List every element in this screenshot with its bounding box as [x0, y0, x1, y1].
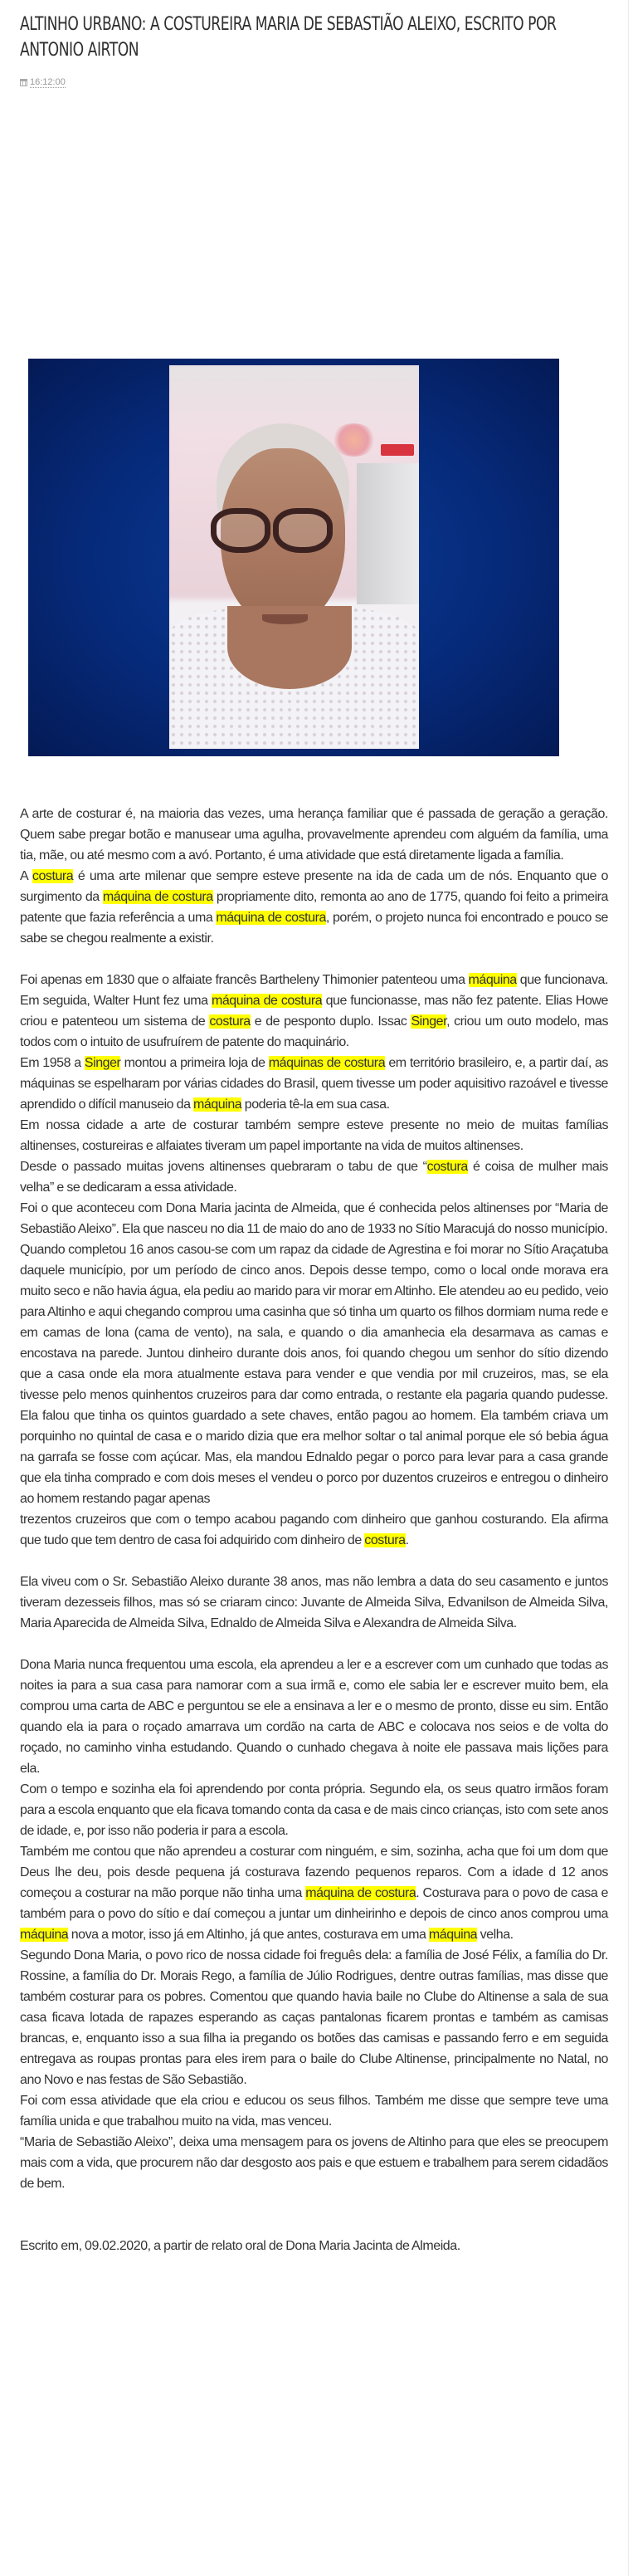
paragraph: A arte de costurar é, na maioria das vezes, uma herança familiar que é passada de geração a geração. Quem sabe pregar botão e manusear uma agulha, provavelmente aprendeu com alguém da família, uma tia, mãe, ou até mesmo com a avó. Portanto, é uma atividade que está diretamente ligada a família. A costura é uma arte milenar que sempre esteve presente na ida de cada um de nós. Enquanto que o surgimento da máquina de costura propriamente dito, remonta ao ano de 1775, quando foi feito a primeira patente que fazia referência a uma máquina de costura, porém, o projeto nunca foi encontrado e pouco se sabe se chegou realmente a existir.	[20, 807, 608, 946]
paragraph: Foi apenas em 1830 que o alfaiate francês Bartheleny Thimonier patenteou uma máquina que funcionava. Em seguida, Walter Hunt fez uma máquina de costura que funcionasse, mas não fez patente. Elias Howe criou e patenteou um sistema de costura e de pesponto duplo. Issac Singer, criou um outo modelo, mas todos com o intuito de usufruírem de patente do maquinário. Em 1958 a Singer montou a primeira loja de máquinas de costura em território brasileiro, e, a partir daí, as máquinas se espelharam por várias cidades do Brasil, quem tivesse um poder aquisitivo razoável e tivesse aprendido o difícil manuseio da máquina poderia tê-la em sua casa. Em nossa cidade a arte de costurar também sempre esteve presente no meio de muitas famílias altinenses, costureiras e alfaiates tiveram um papel importante na vida de muitos altinenses. Desde o passado muitas jovens altinenses quebraram o tabu de que “costura é coisa de mulher mais velha” e se dedicaram a essa atividade. Foi o que aconteceu com Dona Maria jacinta de Almeida, que é conhecida pelos altinenses por “Maria de Sebastião Aleixo”. Ela que nasceu no dia 11 de maio do ano de 1933 no Sítio Maracujá do nosso município. Quando completou 16 anos casou-se com um rapaz da cidade de Agrestina e foi morar no Sítio Araçatuba daquele município, por um período de cinco anos. Depois desse tempo, como o local onde morava era muito seco e não havia água, ela pediu ao marido para vir morar em Altinho. Ele atendeu ao eu pedido, veio para Altinho e aqui chegando comprou uma casinha que só tinha um quarto os filhos dormiam numa rede e em camas de lona (cama de vento), na sala, e quando o dia amanhecia ela desarmava as camas e encostava na parede. Juntou dinheiro durante dois anos, foi quando chegou um senhor do sítio dizendo que a casa onde ela mora atualmente estava para vender e que vendia por mil cruzeiros, mas, se ela tivesse pelo menos quinhentos cruzeiros para dar como entrada, o restante ela pagaria quando pudesse. Ela falou que tinha os quintos guardado a sete chaves, então pagou ao homem. Ela também criava um porquinho no quintal de casa e o marido dizia que era melhor soltar o tal animal porque ele só bebia água na garrafa se fosse com açúcar. Mas, ela mandou Ednaldo pegar o porco para levar para a casa grande que ela tinha comprado e com dois meses el vendeu o porco por duzentos cruzeiros e entregou o dinheiro ao homem restando pagar apenas trezentos cruzeiros que com o tempo acabou pagando com dinheiro que ganhou costurando. Ela afirma que tudo que tem dentro de casa foi adquirido com dinheiro de costura.	[20, 973, 609, 1547]
keyword-highlight: máquina de costura	[102, 890, 213, 904]
keyword-highlight: máquina de costura	[305, 1886, 416, 1900]
article-body	[20, 804, 608, 2256]
keyword-highlight: costura	[426, 1160, 468, 1174]
keyword-highlight: máquina	[193, 1097, 242, 1112]
calendar-icon	[20, 79, 27, 86]
post-header	[20, 0, 608, 87]
paragraph: Ela viveu com o Sr. Sebastião Aleixo durante 38 anos, mas não lembra a data do seu casamento e juntos tiveram dezesseis filhos, mas só se criaram cinco: Juvante de Almeida Silva, Edvanilson de Almeida Silva, Maria Aparecida de Almeida Silva, Ednaldo de Almeida Silva e Alexandra de Almeida Silva.	[20, 1575, 608, 1630]
keyword-highlight: máquina	[428, 1928, 478, 1942]
portrait-photo	[169, 365, 419, 749]
keyword-highlight: costura	[32, 869, 74, 883]
paragraph-signature: Escrito em, 09.02.2020, a partir de relato oral de Dona Maria Jacinta de Almeida.	[20, 2239, 460, 2253]
post-image[interactable]	[28, 359, 559, 756]
keyword-highlight: máquina de costura	[211, 994, 323, 1008]
keyword-highlight: Singer	[84, 1056, 121, 1070]
keyword-highlight: Singer	[411, 1014, 447, 1029]
keyword-highlight: máquinas de costura	[268, 1056, 386, 1070]
keyword-highlight: costura	[364, 1533, 406, 1547]
post-meta	[20, 77, 66, 88]
post-timestamp-link[interactable]: 16:12:00	[30, 77, 66, 87]
paragraph: Dona Maria nunca frequentou uma escola, ela aprendeu a ler e a escrever com um cunhado que todas as noites ia para a sua casa para namorar com a sua irmã e, como ele sabia ler e escrever muito bem, ela comprou uma carta de ABC e perguntou se ele a ensinava a ler e o mesmo de pronto, disse eu sim. Então quando ela ia para o roçado amarrava um cordão na carta de ABC e colocava nos seios e de volta do roçado, no caminho vinha estudando. Quando o cunhado chegava à noite ele passava mais lições para ela. Com o tempo e sozinha ela foi aprendendo por conta própria. Segundo ela, os seus quatro irmãos foram para a escola enquanto que ela ficava tomando conta da casa e de mais cinco crianças, isto com sete anos de idade, e, por isso não poderia ir para a escola. Também me contou que não aprendeu a costurar com ninguém, e sim, sozinha, acha que foi um dom que Deus lhe deu, pois desde pequena já costurava fazendo pequenos reparos. Com a idade d 12 anos começou a costurar na mão porque não tinha uma máquina de costura. Costurava para o povo de casa e também para o povo do sítio e daí começou a juntar um dinheirinho e depois de cinco anos comprou uma máquina nova a motor, isso já em Altinho, já que antes, costurava em uma máquina velha. Segundo Dona Maria, o povo rico de nossa cidade foi freguês dela: a família de José Félix, a família do Dr. Rossine, a família do Dr. Morais Rego, a família de Júlio Rodrigues, dentre outras famílias, mas disse que também costurar para os pobres. Comentou que quando havia baile no Clube do Altinense a sala de sua casa ficava lotada de rapazes esperando as caças pantalonas ficarem prontas e também as camisas brancas, e, enquanto isso a sua filha ia pregando os botões das camisas e passando ferro e em seguida entregava as roupas prontas para eles irem para o baile do Clube Altinense, principalmente no Natal, no ano Novo e nas festas de São Sebastião. Foi com essa atividade que ela criou e educou os seus filhos. Também me disse que sempre teve uma família unida e que trabalhou muito na vida, mas venceu. “Maria de Sebastião Aleixo”, deixa uma mensagem para os jovens de Altinho para que eles se preocupem mais com a vida, que procurem não dar desgosto aos pais e que estuem e trabalhem para serem cidadãos de bem.	[20, 1658, 609, 2191]
post-title: ALTINHO URBANO: A COSTUREIRA MARIA DE SEBASTIÃO ALEIXO, ESCRITO POR ANTONIO AIRTON	[20, 14, 557, 61]
keyword-highlight: máquina de costura	[216, 911, 326, 925]
keyword-highlight: máquina	[20, 1928, 69, 1942]
keyword-highlight: costura	[209, 1014, 251, 1029]
page-border	[628, 0, 629, 2576]
keyword-highlight: máquina	[468, 973, 517, 987]
